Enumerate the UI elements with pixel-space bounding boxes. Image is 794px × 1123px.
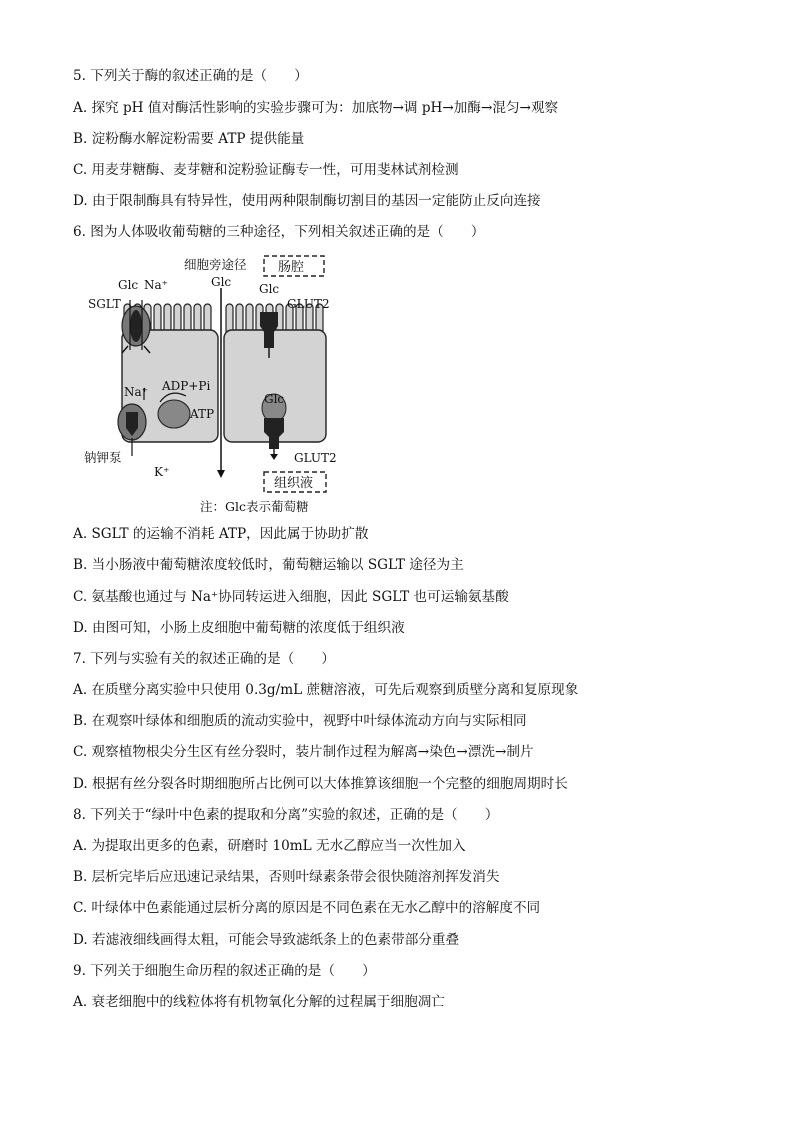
question-8-option-b: B. 层析完毕后应迅速记录结果，否则叶绿素条带会很快随溶剂挥发消失 xyxy=(73,869,500,885)
question-5-stem: 5. 下列关于酶的叙述正确的是（ ） xyxy=(73,68,308,84)
label-glc-paracellular: Glc xyxy=(211,275,232,289)
question-8-option-a: A. 为提取出更多的色素，研磨时 10mL 无水乙醇应当一次性加入 xyxy=(73,838,466,854)
question-8-option-c: C. 叶绿体中色素能通过层析分离的原因是不同色素在无水乙醇中的溶解度不同 xyxy=(73,900,541,916)
label-paracellular: 细胞旁途径 xyxy=(184,257,247,272)
label-glut2-top: GLUT2 xyxy=(287,297,330,311)
question-5-option-c: C. 用麦芽糖酶、麦芽糖和淀粉验证酶专一性，可用斐林试剂检测 xyxy=(73,162,459,178)
label-lumen: 肠腔 xyxy=(278,260,305,275)
question-7-stem: 7. 下列与实验有关的叙述正确的是（ ） xyxy=(73,651,335,667)
label-glc-basolateral: Glc xyxy=(264,392,285,406)
question-5-option-a: A. 探究 pH 值对酶活性影响的实验步骤可为：加底物→调 pH→加酶→混匀→观察 xyxy=(73,100,559,116)
question-9-stem: 9. 下列关于细胞生命历程的叙述正确的是（ ） xyxy=(73,963,376,979)
label-glc-glut2: Glc xyxy=(259,282,280,296)
label-atp: ATP xyxy=(190,407,215,421)
question-8-stem: 8. 下列关于“绿叶中色素的提取和分离”实验的叙述，正确的是（ ） xyxy=(73,807,499,823)
question-7-option-a: A. 在质壁分离实验中只使用 0.3g/mL 蔗糖溶液，可先后观察到质壁分离和复原现象 xyxy=(73,682,579,698)
question-8-option-d: D. 若滤液细线画得太粗，可能会导致滤纸条上的色素带部分重叠 xyxy=(73,932,460,948)
label-pump: 钠钾泵 xyxy=(84,450,122,465)
question-9-option-a: A. 衰老细胞中的线粒体将有机物氧化分解的过程属于细胞凋亡 xyxy=(73,994,445,1010)
label-glut2-bottom: GLUT2 xyxy=(294,451,337,465)
label-tissue-fluid: 组织液 xyxy=(274,476,314,491)
question-6-option-b: B. 当小肠液中葡萄糖浓度较低时，葡萄糖运输以 SGLT 途径为主 xyxy=(73,557,464,573)
label-glc-sglt: Glc xyxy=(118,278,139,292)
question-6-option-c: C. 氨基酸也通过与 Na⁺协同转运进入细胞，因此 SGLT 也可运输氨基酸 xyxy=(73,589,509,605)
question-6-option-d: D. 由图可知，小肠上皮细胞中葡萄糖的浓度低于组织液 xyxy=(73,620,405,636)
label-na-sglt: Na⁺ xyxy=(144,278,168,292)
glucose-absorption-diagram xyxy=(84,252,344,518)
label-k: K⁺ xyxy=(154,465,170,479)
question-6-option-a: A. SGLT 的运输不消耗 ATP，因此属于协助扩散 xyxy=(73,526,369,542)
question-5-option-b: B. 淀粉酶水解淀粉需要 ATP 提供能量 xyxy=(73,131,305,147)
question-7-option-d: D. 根据有丝分裂各时期细胞所占比例可以大体推算该细胞一个完整的细胞周期时长 xyxy=(73,776,568,792)
label-na-pump: Na⁺ xyxy=(124,385,148,399)
label-sglt: SGLT xyxy=(88,297,121,311)
question-5-option-d: D. 由于限制酶具有特异性，使用两种限制酶切割目的基因一定能防止反向连接 xyxy=(73,193,541,209)
question-7-option-b: B. 在观察叶绿体和细胞质的流动实验中，视野中叶绿体流动方向与实际相同 xyxy=(73,713,527,729)
label-adp: ADP+Pi xyxy=(162,379,211,393)
question-6-stem: 6. 图为人体吸收葡萄糖的三种途径，下列相关叙述正确的是（ ） xyxy=(73,224,485,240)
question-7-option-c: C. 观察植物根尖分生区有丝分裂时，装片制作过程为解离→染色→漂洗→制片 xyxy=(73,744,534,760)
figure-note: 注：Glc表示葡萄糖 xyxy=(200,499,309,514)
